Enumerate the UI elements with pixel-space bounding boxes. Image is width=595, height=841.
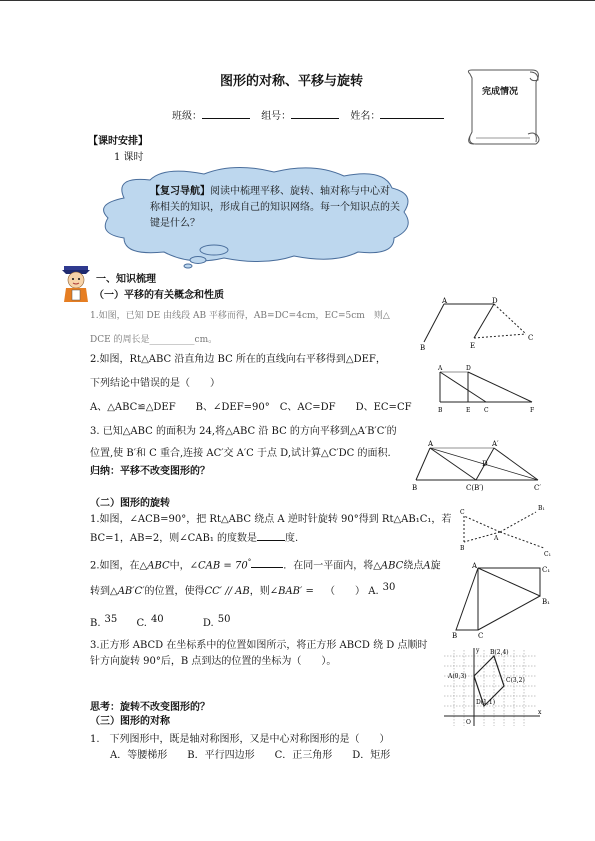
figure-coordinate-grid [440,646,544,736]
schedule-value: 1 课时 [114,152,144,163]
s1-options: A．等腰梯形 B．平行四边形 C．正三角形 D．矩形 [110,750,391,761]
r1-line1: 1.如图，∠ACB=90°，把 Rt△ABC 绕点 A 逆时针旋转 90°得到 Rt△AB₁C₁，若 [90,514,452,525]
class-label: 班级： [172,111,202,122]
group-label: 组号： [261,111,292,122]
cloud-line1: 【复习导航】阅读中梳理平移、旋转、轴对称与中心对 [150,186,390,197]
f4-label-b: B [460,545,465,552]
f2-label-a: A [438,365,443,372]
sub1-heading: （一）平移的有关概念和性质 [94,290,224,301]
r1-line2: BC=1，AB=2，则∠CAB₁ 的度数是 度. [90,530,298,545]
cartoon-student-icon [58,264,94,304]
f3-label-a: A [428,440,434,448]
f5-label-c: C [478,632,484,640]
f1-label-b: B [420,344,426,352]
sub2-heading: （二）图形的旋转 [90,498,170,509]
f2-label-d: D [466,365,471,372]
sub3-heading: （三）图形的对称 [90,716,170,727]
f5-label-b: B [452,632,458,640]
f2-label-e: E [466,407,471,414]
r2-line2: 转到△AB′C′的位置，使得CC′ // AB，则∠BAB′ = （ ） A. 30 [90,582,396,597]
figure-rotation-2 [452,562,552,642]
schedule-heading: 【课时安排】 [88,136,148,147]
f6-label-a: A(0,3) [448,673,467,680]
info-line [172,108,444,123]
q1-line1: 1.如图，已知 DE 由线段 AB 平移而得，AB=DC=4cm，EC=5cm 则△ [90,311,390,321]
f3-label-a-prime: A′ [492,440,499,448]
r3-line1: 3.正方形 ABCD 在坐标系中的位置如图所示，将正方形 ABCD 绕 D 点顺时 [90,640,428,651]
s1-line1: 1. 下列图形中，既是轴对称图形，又是中心对称图形的是（ ） [90,734,390,745]
f3-label-d: D [482,460,488,468]
f6-label-b: B(2,4) [490,649,509,656]
r2-options: B. 35 C. 40 D. 50 [90,614,231,629]
f3-label-b: B [412,484,418,492]
section1-heading: 一、知识梳理 [96,274,156,285]
f3-label-c-b-prime: C(B′) [466,484,484,492]
q3-line2: 位置,使 B′和 C 重合,连接 AC′交 A′C 于点 D,试计算△C′DC 的面积. [90,448,391,459]
q3-line1: 3. 已知△ABC 的面积为 24,将△ABC 沿 BC 的方向平移到△A′B′C′的 [90,426,397,437]
f4-label-c: C [460,509,465,516]
f4-label-c1: C₁ [544,551,551,558]
f5-label-a: A [472,562,478,570]
f2-label-c: C [484,407,489,414]
cloud-line3: 键是什么？ [150,218,200,229]
name-label: 姓名： [350,111,381,122]
q2-options: A、△ABC≌△DEF B、∠DEF=90° C、AC=DF D、EC=CF [90,402,412,413]
f6-label-y: y [476,647,480,654]
scroll-label: 完成情况 [482,87,519,97]
f1-label-d: D [492,297,498,305]
figure-translation-3 [412,442,542,492]
figure-translation-1 [418,297,538,352]
f6-label-o: O [466,719,471,726]
cloud-line2: 称相关的知识，形成自己的知识网络。每一个知识点的关 [150,202,400,213]
f6-label-x: x [538,709,542,716]
cloud-shape [94,168,414,278]
figure-translation-2 [436,366,536,416]
figure-rotation-1 [460,506,550,556]
page-top-border [0,0,595,1]
scroll-graphic [462,68,544,148]
f1-label-c: C [528,334,534,342]
f4-label-b1: B₁ [538,505,545,512]
f2-label-b: B [438,407,443,414]
r2-line1: 2.如图，在△ABC中，∠CAB = 70° ．在同一平面内，将△ABC绕点A旋 [90,558,441,572]
f6-label-c: C(3,2) [506,677,525,684]
f6-label-d: D(1,1) [476,699,496,706]
f1-label-a: A [442,297,448,305]
summary1: 归纳：平移不改变图形的？ [90,466,210,477]
summary2: 思考：旋转不改变图形的？ [90,702,210,713]
q1-line2: DCE 的周长是__________cm。 [90,335,218,345]
q2-line1: 2.如图，Rt△ABC 沿直角边 BC 所在的直线向右平移得到△DEF， [90,354,386,365]
f5-label-b1: B₁ [542,598,550,606]
page-title: 图形的对称、平移与旋转 [220,74,364,89]
r3-line2: 针方向旋转 90°后，B 点到达的位置的坐标为（ ）。 [90,656,337,667]
f2-label-f: F [530,407,535,414]
q2-line2: 下列结论中错误的是（ ） [90,378,220,389]
f5-label-c1: C₁ [542,566,551,574]
f3-label-c-prime: C′ [534,484,541,492]
f1-label-e: E [470,342,476,350]
f4-label-a: A [494,535,499,542]
